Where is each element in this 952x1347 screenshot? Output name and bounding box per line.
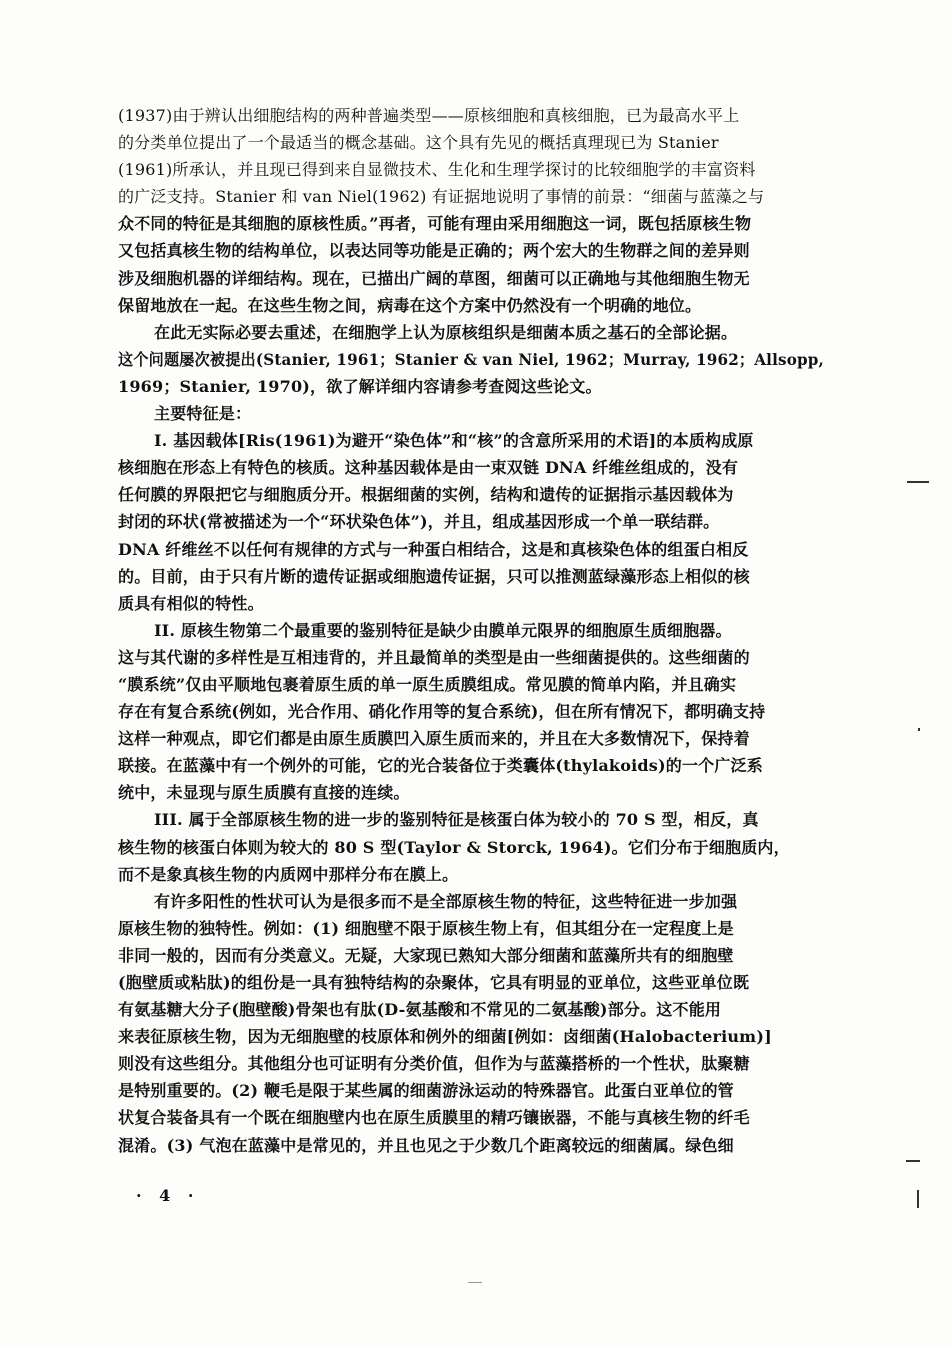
scan-artifact-mark: [907, 481, 929, 483]
text-line: 核生物的核蛋白体则为较大的 80 S 型(Taylor & Storck, 1964)。它们分布于细胞质内，: [118, 837, 790, 857]
text-line: 混淆。(3) 气泡在蓝藻中是常见的，并且也见之于少数几个距离较远的细菌属。绿色细: [118, 1135, 734, 1155]
text-line: 这与其代谢的多样性是互相违背的，并且最简单的类型是由一些细菌提供的。这些细菌的: [118, 647, 750, 667]
text-line: 保留地放在一起。在这些生物之间，病毒在这个方案中仍然没有一个明确的地位。: [118, 295, 702, 315]
text-line: 是特别重要的。(2) 鞭毛是限于某些属的细菌游泳运动的特殊器官。此蛋白亚单位的管: [118, 1081, 734, 1101]
text-line: 这样一种观点，即它们都是由原生质膜凹入原生质而来的，并且在大多数情况下，保持着: [118, 729, 750, 749]
text-line: 众不同的特征是其细胞的原核性质。”再者，可能有理由采用细胞这一词，既包括原核生物: [118, 214, 752, 234]
text-line: 状复合装备具有一个既在细胞壁内也在原生质膜里的精巧镶嵌器，不能与真核生物的纤毛: [118, 1108, 750, 1128]
text-line: 而不是象真核生物的内质网中那样分布在膜上。: [118, 864, 459, 884]
text-line: “膜系统”仅由平顺地包裹着原生质的单一原生质膜组成。常见膜的简单内陷，并且确实: [118, 674, 737, 694]
text-line: 存在有复合系统(例如，光合作用、硝化作用等的复合系统)，但在所有情况下，都明确支持: [118, 702, 766, 722]
text-line: 封闭的环状(常被描述为一个“环状染色体”)，并且，组成基因形成一个单一联结群。: [118, 512, 720, 532]
scan-artifact-mark: [918, 728, 920, 731]
text-line: 核细胞在形态上有特色的核质。这种基因载体是由一束双链 DNA 纤维丝组成的，没有: [118, 458, 739, 478]
scan-artifact-mark: [468, 1282, 482, 1283]
page-number: · 4 ·: [136, 1186, 200, 1205]
text-line: 又包括真核生物的结构单位，以表达同等功能是正确的；两个宏大的生物群之间的差异则: [118, 241, 750, 261]
scan-artifact-mark: [917, 1190, 919, 1208]
text-line: (1937)由于辨认出细胞结构的两种普遍类型——原核细胞和真核细胞，已为最高水平上: [118, 106, 740, 125]
text-line: 来表征原核生物，因为无细胞壁的枝原体和例外的细菌[例如：卤细菌(Halobacterium)]: [118, 1027, 772, 1047]
text-line: 的分类单位提出了一个最适当的概念基础。这个具有先见的概括真理现已为 Stanier: [118, 133, 719, 153]
text-line: DNA 纤维丝不以任何有规律的方式与一种蛋白相结合，这是和真核染色体的组蛋白相反: [118, 539, 749, 559]
text-line: 有氨基糖大分子(胞壁酸)骨架也有肽(D-氨基酸和不常见的二氨基酸)部分。这不能用: [118, 1000, 722, 1020]
text-line: 联接。在蓝藻中有一个例外的可能，它的光合装备位于类囊体(thylakoids)的一个广泛系: [118, 756, 763, 776]
text-line: 质具有相似的特性。: [118, 593, 264, 613]
text-line: (1961)所承认，并且现已得到来自显微技术、生化和生理学探讨的比较细胞学的丰富资料: [118, 160, 756, 180]
text-line: 则没有这些组分。其他组分也可证明有分类价值，但作为与蓝藻搭桥的一个性状，肽聚糖: [118, 1054, 750, 1074]
text-line: 任何膜的界限把它与细胞质分开。根据细菌的实例，结构和遗传的证据指示基因载体为: [118, 485, 734, 505]
paragraph-first-line: 在此无实际必要去重述，在细胞学上认为原核组织是细菌本质之基石的全部论据。: [154, 322, 738, 342]
scan-artifact-mark: [906, 1160, 920, 1162]
text-line: 这个问题屡次被提出(Stanier, 1961；Stanier & van Niel, 1962；Murray, 1962；Allsopp,: [118, 349, 825, 369]
text-line: 统中，未显现与原生质膜有直接的连续。: [118, 783, 410, 803]
paragraph-first-line: III. 属于全部原核生物的进一步的鉴别特征是核蛋白体为较小的 70 S 型，相反，真: [154, 810, 759, 830]
section-heading: 主要特征是：: [154, 404, 252, 424]
text-line: 非同一般的，因而有分类意义。无疑，大家现已熟知大部分细菌和蓝藻所共有的细胞壁: [118, 945, 734, 965]
text-line: 的。目前，由于只有片断的遗传证据或细胞遗传证据，只可以推测蓝绿藻形态上相似的核: [118, 566, 750, 586]
paragraph-first-line: 有许多阳性的性状可认为是很多而不是全部原核生物的特征，这些特征进一步加强: [154, 891, 738, 911]
text-line: 涉及细胞机器的详细结构。现在，已描出广阔的草图，细菌可以正确地与其他细胞生物无: [118, 268, 750, 288]
text-line: (胞壁质或粘肽)的组份是一具有独特结构的杂聚体，它具有明显的亚单位，这些亚单位既: [118, 973, 750, 992]
text-line: 的广泛支持。Stanier 和 van Niel(1962) 有证据地说明了事情的前景：“细菌与蓝藻之与: [118, 187, 765, 207]
body-text: [118, 102, 824, 1159]
text-line: 原核生物的独特性。例如：(1) 细胞壁不限于原核生物上有，但其组分在一定程度上是: [118, 918, 734, 938]
text-line: 1969；Stanier, 1970)，欲了解详细内容请参考查阅这些论文。: [118, 376, 602, 396]
paragraph-first-line: I. 基因载体[Ris(1961)为避开“染色体”和“核”的含意所采用的术语]的本质构成原: [154, 431, 754, 451]
paragraph-first-line: II. 原核生物第二个最重要的鉴别特征是缺少由膜单元限界的细胞原生质细胞器。: [154, 620, 732, 640]
